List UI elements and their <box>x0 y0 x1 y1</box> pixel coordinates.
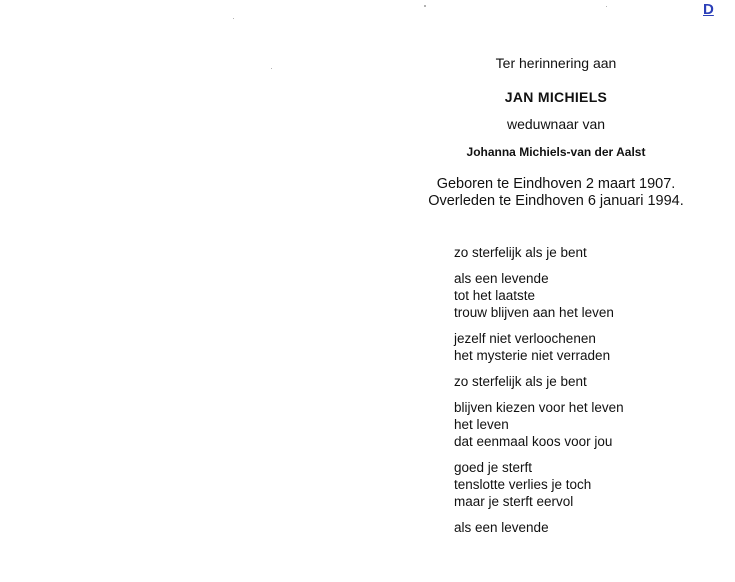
poem-line: jezelf niet verloochenen <box>454 331 596 346</box>
poem-line: trouw blijven aan het leven <box>454 305 614 320</box>
poem-stanza <box>454 459 624 510</box>
dust-speck <box>424 5 426 7</box>
poem-line: goed je sterft <box>454 460 533 475</box>
poem-stanza <box>454 244 624 261</box>
poem-line: blijven kiezen voor het leven <box>454 400 624 415</box>
death-line: Overleden te Eindhoven 6 januari 1994. <box>428 193 684 209</box>
poem-line: maar je sterft eervol <box>454 494 574 509</box>
poem-line: het mysterie niet verraden <box>454 348 611 363</box>
poem-stanza <box>454 373 624 390</box>
spouse-name: Johanna Michiels-van der Aalst <box>466 145 646 159</box>
poem-stanza <box>454 519 624 536</box>
dust-speck <box>233 18 234 19</box>
poem-line: het leven <box>454 417 509 432</box>
poem-stanza <box>454 399 624 450</box>
deceased-name: JAN MICHIELS <box>504 89 608 105</box>
poem <box>454 244 624 545</box>
poem-line: zo sterfelijk als je bent <box>454 374 587 389</box>
widower-text: weduwnaar van <box>506 116 606 132</box>
corner-mark: D <box>703 1 714 18</box>
poem-line: zo sterfelijk als je bent <box>454 245 587 260</box>
dust-speck <box>271 68 272 69</box>
poem-line: dat eenmaal koos voor jou <box>454 434 613 449</box>
life-dates <box>398 176 714 210</box>
poem-line: tot het laatste <box>454 288 536 303</box>
intro-text: Ter herinnering aan <box>495 55 617 71</box>
poem-stanza <box>454 270 624 321</box>
poem-line: tenslotte verlies je toch <box>454 477 592 492</box>
poem-line: als een levende <box>454 520 549 535</box>
poem-stanza <box>454 330 624 364</box>
poem-line: als een levende <box>454 271 549 286</box>
dust-speck <box>606 6 607 7</box>
birth-line: Geboren te Eindhoven 2 maart 1907. <box>436 176 676 192</box>
